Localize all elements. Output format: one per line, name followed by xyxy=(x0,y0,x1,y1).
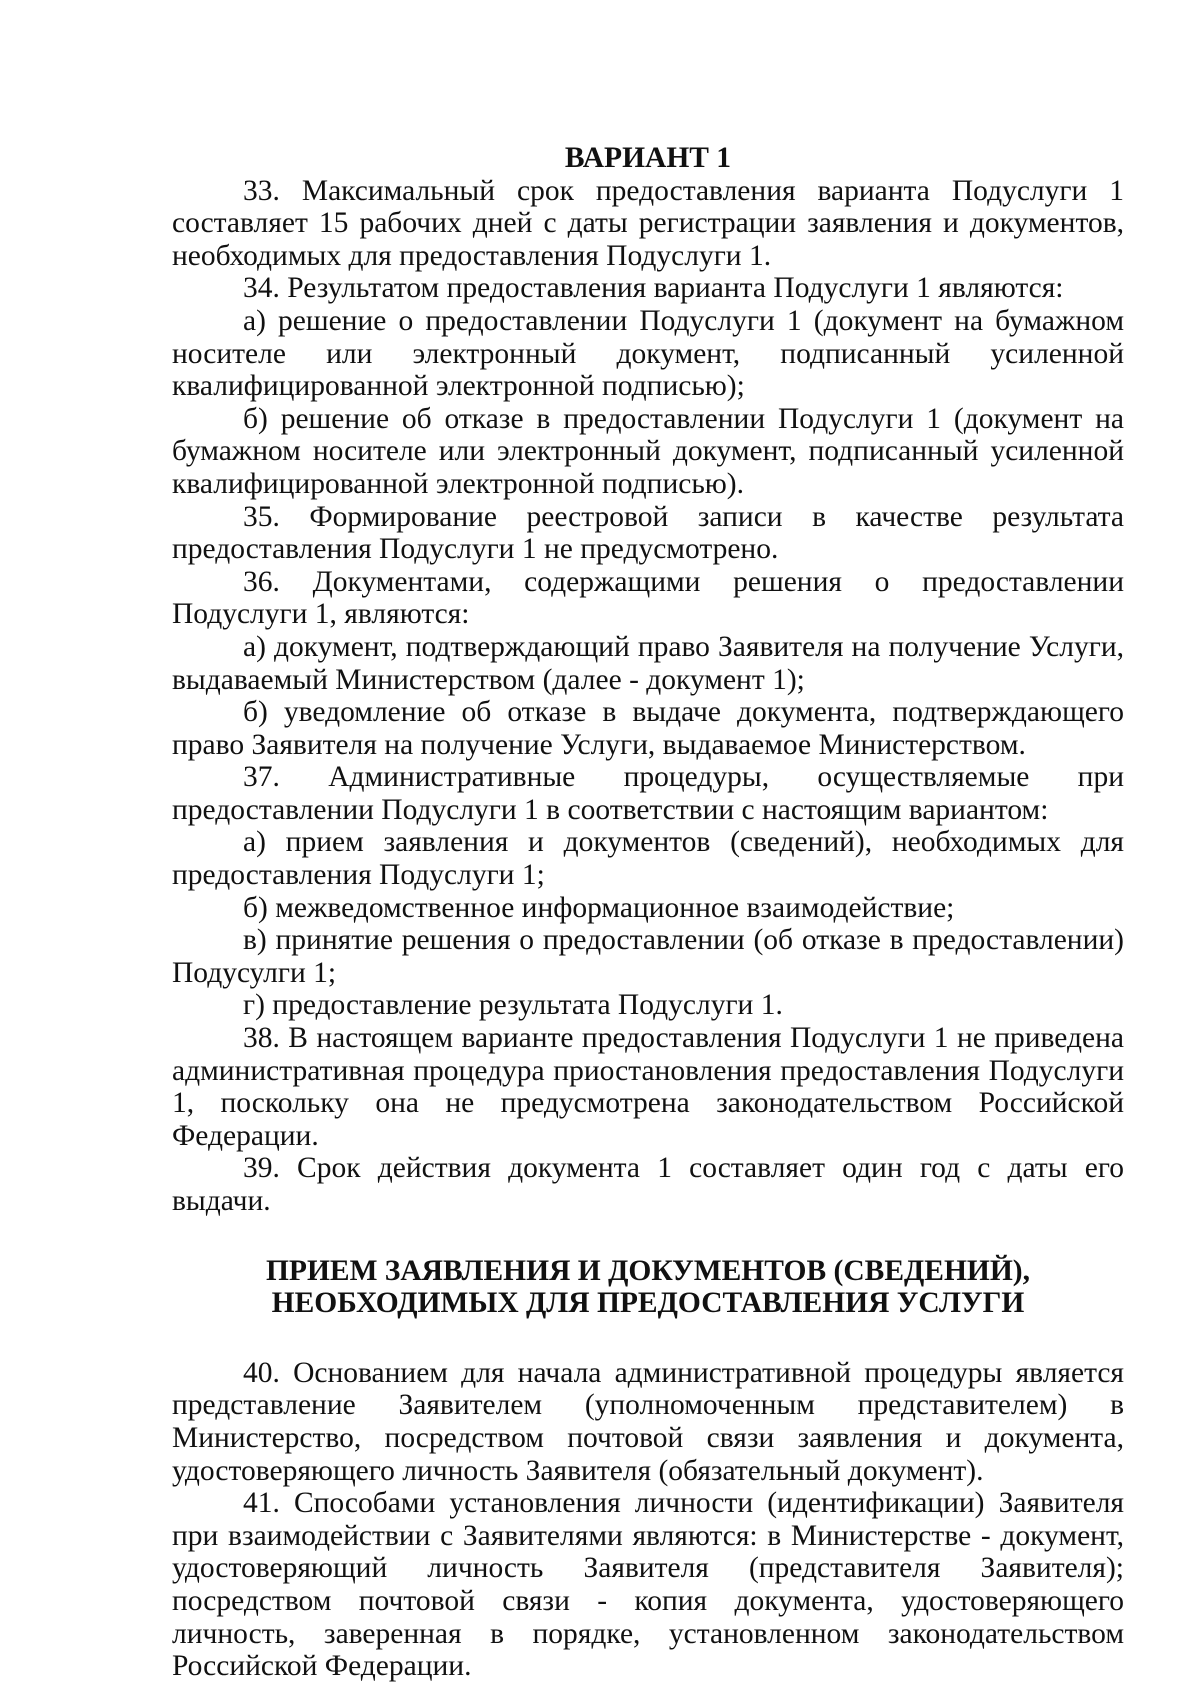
paragraph-34: 34. Результатом предоставления варианта Подуслуги 1 являются: xyxy=(243,272,1064,305)
paragraph-41: 41. Способами установления личности (идентификации) Заявителя при взаимодействии с Заявителями являются: в Министерстве - документ, удостоверяющий личность Заявителя (представителя Заявителя); посредством почтовой связи - копия документа, удостоверяющего личность, заверенная в порядке, установленном законодательством Российской Федерации. xyxy=(172,1487,1124,1683)
section-heading-line-2: НЕОБХОДИМЫХ ДЛЯ ПРЕДОСТАВЛЕНИЯ УСЛУГИ xyxy=(271,1287,1025,1320)
section-heading xyxy=(172,1255,1124,1320)
paragraph-36-b: б) уведомление об отказе в выдаче документа, подтверждающего право Заявителя на получение Услуги, выдаваемое Министерством. xyxy=(172,696,1124,761)
section-heading-line-1: ПРИЕМ ЗАЯВЛЕНИЯ И ДОКУМЕНТОВ (СВЕДЕНИЙ), xyxy=(265,1254,1031,1287)
paragraph-38: 38. В настоящем варианте предоставления Подуслуги 1 не приведена административная процедура приостановления предоставления Подуслуги 1, поскольку она не предусмотрена законодательством Российской Федерации. xyxy=(172,1022,1124,1152)
paragraph-33: 33. Максимальный срок предоставления варианта Подуслуги 1 составляет 15 рабочих дней с даты регистрации заявления и документов, необходимых для предоставления Подуслуги 1. xyxy=(172,174,1124,272)
document-page xyxy=(172,142,1124,1683)
paragraph-34-a: а) решение о предоставлении Подуслуги 1 (документ на бумажном носителе или электронный документ, подписанный усиленной квалифицированной электронной подписью); xyxy=(172,304,1124,403)
document-title: ВАРИАНТ 1 xyxy=(564,142,732,174)
paragraph-37-b: б) межведомственное информационное взаимодействие; xyxy=(243,891,955,924)
paragraph-35: 35. Формирование реестровой записи в качестве результата предоставления Подуслуги 1 не предусмотрено. xyxy=(172,500,1124,566)
paragraph-40: 40. Основанием для начала административной процедуры является представление Заявителем (уполномоченным представителем) в Министерство, посредством почтовой связи заявления и документа, удостоверяющего личность Заявителя (обязательный документ). xyxy=(172,1356,1124,1487)
paragraph-37-a: а) прием заявления и документов (сведений), необходимых для предоставления Подуслуги 1; xyxy=(172,826,1124,892)
paragraph-37-g: г) предоставление результата Подуслуги 1. xyxy=(243,989,783,1022)
paragraph-34-b: б) решение об отказе в предоставлении Подуслуги 1 (документ на бумажном носителе или электронный документ, подписанный усиленной квалифицированной электронной подписью). xyxy=(172,402,1124,500)
paragraph-37-v: в) принятие решения о предоставлении (об отказе в предоставлении) Подусулги 1; xyxy=(172,924,1124,989)
paragraph-39: 39. Срок действия документа 1 составляет один год с даты его выдачи. xyxy=(172,1152,1124,1217)
paragraph-36: 36. Документами, содержащими решения о предоставлении Подуслуги 1, являются: xyxy=(172,565,1124,631)
paragraph-36-a: а) документ, подтверждающий право Заявителя на получение Услуги, выдаваемый Министерством (далее - документ 1); xyxy=(172,630,1124,696)
paragraph-37: 37. Административные процедуры, осуществляемые при предоставлении Подуслуги 1 в соответствии с настоящим вариантом: xyxy=(172,761,1124,826)
